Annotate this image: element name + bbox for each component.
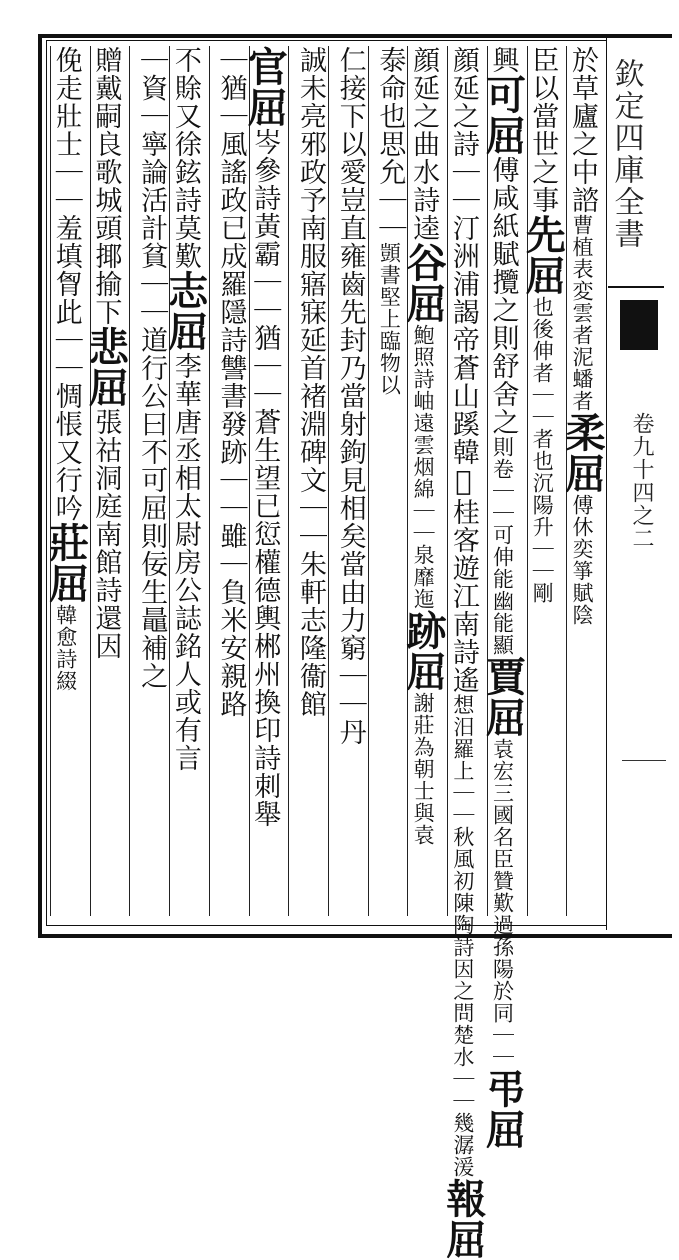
text-segment: 袁宏三國名臣贊歎 <box>490 738 515 914</box>
text-column <box>439 46 487 1260</box>
entry-heading: 弔屈 <box>479 1068 527 1150</box>
text-segment: 此｜｜惆悵又行吟 <box>50 298 82 522</box>
text-segment: ｜猶｜風謠政已成羅隱詩讐書發跡｜｜雖｜負米安親路 <box>215 46 247 718</box>
fishtail-rule <box>608 286 664 288</box>
entry-heading: 志屈 <box>161 270 209 352</box>
text-segment: 則卷｜｜可伸能幽能顯 <box>490 436 515 656</box>
text-segment: 也後伸者｜｜者也 <box>530 296 555 472</box>
text-segment: 過孫陽於同｜｜ <box>490 914 515 1068</box>
entry-heading: 可屈 <box>479 74 527 156</box>
text-segment: 顔延之詩｜｜汀洲浦謁帝蒼山蹊韓𣗥桂客遊江南詩遙 <box>447 46 479 694</box>
text-segment: 傅休奕箏賦陰 <box>569 494 594 626</box>
text-column <box>82 46 130 916</box>
entry-heading: 悲屈 <box>82 326 130 408</box>
text-segment: 謝莊為朝士與袁 <box>411 692 436 846</box>
text-segment: 韓愈詩綴 <box>53 604 78 692</box>
text-segment: 鮑照詩岫遠雲烟 <box>411 324 436 478</box>
text-segment: 綿｜｜泉靡迤 <box>411 478 436 610</box>
text-segment: 誠未亮邪政予南服寤寐延首褚淵碑文｜｜朱軒志隆衞館 <box>294 46 326 718</box>
text-segment: 臣以當世之事 <box>527 46 559 214</box>
text-segment: 不賖又徐鉉詩莫歎 <box>169 46 201 270</box>
text-segment: 興 <box>487 46 519 74</box>
text-column <box>558 46 606 916</box>
text-segment: 贈戴嗣良歌城頭揶揄下 <box>90 46 122 326</box>
text-column <box>400 46 448 916</box>
entry-heading: 官屈 <box>241 46 289 128</box>
text-segment: 顗書堅上臨物以 <box>377 242 402 396</box>
text-segment: 想汨羅上｜｜秋風初陳陶詩因之問楚水｜｜幾潺湲 <box>450 694 475 1178</box>
text-column <box>42 46 90 916</box>
text-segment: 泰命也思允｜｜ <box>374 46 406 242</box>
text-segment: 沉陽升｜｜剛 <box>530 472 555 604</box>
entry-heading: 報屈 <box>439 1178 487 1260</box>
text-segment: 李華唐丞相太尉房公誌銘人或有言 <box>169 352 201 772</box>
text-segment: 曹植表変雲者泥蟠者 <box>569 214 594 412</box>
text-segment: 仁接下以愛豈直雍齒先封乃當射鉤見相矣當由力窮｜｜丹 <box>334 46 366 746</box>
entry-heading: 跡屈 <box>400 610 448 692</box>
book-title: 欽定四庫全書 <box>608 58 644 250</box>
entry-heading: 莊屈 <box>42 522 90 604</box>
text-column <box>209 46 249 916</box>
entry-heading: 先屈 <box>519 214 567 296</box>
margin-rule <box>622 760 666 761</box>
text-column <box>519 46 567 916</box>
text-segment: 於草廬之中諮 <box>566 46 598 214</box>
text-column <box>129 46 169 916</box>
text-segment: 張祜洞庭南館詩還因 <box>90 408 122 660</box>
text-column <box>328 46 368 916</box>
text-column <box>368 46 408 916</box>
text-column <box>161 46 209 916</box>
text-column <box>479 46 527 1150</box>
text-segment: ｜資｜寧論活計貧 <box>136 46 168 270</box>
text-segment: 俛走壯士｜｜羞填胷 <box>50 46 82 298</box>
entry-heading: 谷屈 <box>400 242 448 324</box>
text-segment: 岑參詩黃霸｜｜猶｜｜蒼生望已愆權德輿郴州換印詩刺舉 <box>249 128 281 828</box>
entry-heading: 賈屈 <box>479 656 527 738</box>
text-segment: 傅咸紙賦攬之則舒舍之 <box>487 156 519 436</box>
text-segment: 顔延之曲水詩逵 <box>408 46 440 242</box>
volume-label: 卷九十四之二 <box>629 412 654 550</box>
text-column <box>288 46 328 916</box>
entry-heading: 柔屈 <box>558 412 606 494</box>
fishtail-mark <box>620 300 658 350</box>
text-segment: ｜｜道行公曰不可屈則佞生鼂補之 <box>136 270 168 690</box>
text-column <box>241 46 289 916</box>
